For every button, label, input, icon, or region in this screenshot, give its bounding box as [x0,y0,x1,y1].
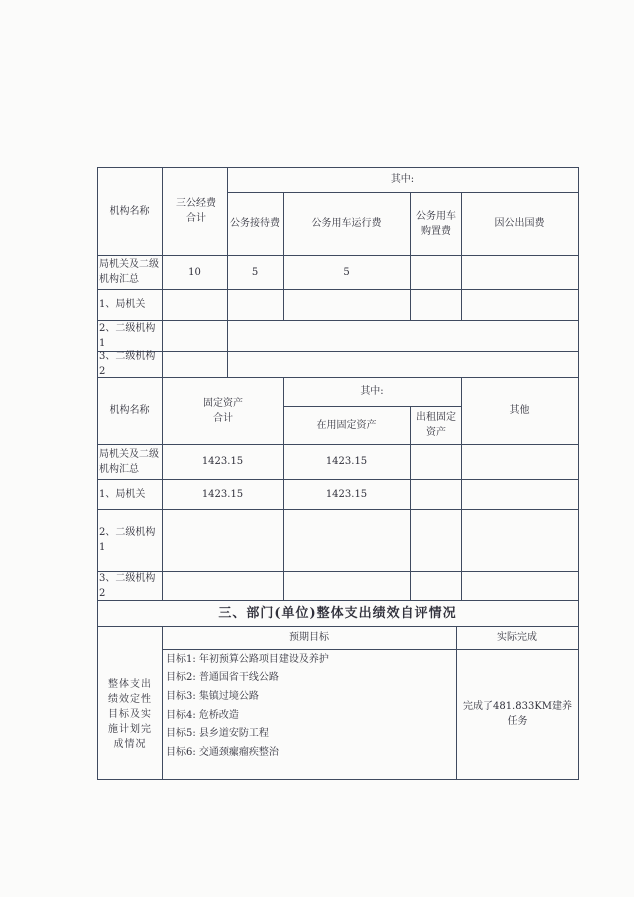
t2-row-in-use: 1423.15 [325,488,368,500]
t2-line [97,571,578,572]
t2-row-name: 局机关及二级机构汇总 [99,448,159,475]
section-heading: 三、部门(单位)整体支出绩效自评情况 [218,605,457,621]
t2-row-name: 2、二级机构1 [99,527,156,553]
t1-line [97,289,578,290]
t1-row-reception: 5 [251,266,259,278]
goal-item: 目标3: 集镇过境公路 [166,691,259,702]
t1-row-total: 10 [188,266,201,278]
t1-row-vehicle-run: 5 [343,266,350,278]
t1-header-vehicle-buy: 公务用车购置费 [416,210,456,237]
t1-header-abroad: 因公出国费 [494,218,545,229]
t1-row-name: 1、局机关 [99,299,146,310]
t1-header-vehicle-run: 公务用车运行费 [311,218,382,229]
actual-header: 实际完成 [497,632,537,643]
t2-header-name: 机构名称 [109,405,150,416]
perf-row-label: 整体支出绩效定性目标及实施计划完成情况 [108,678,152,750]
t1-line [97,320,578,321]
t2-header-total: 固定资产合计 [203,397,243,424]
frame-right [578,167,579,779]
goal-item: 目标1: 年初预算公路项目建设及养护 [166,654,329,665]
t1-row-name: 局机关及二级机构汇总 [99,259,159,285]
t2-header-group: 其中: [360,386,384,397]
expected-header: 预期目标 [289,632,329,643]
goal-item: 目标2: 普通国省干线公路 [166,672,279,683]
t2-row-name: 1、局机关 [99,488,146,500]
t1-header-name: 机构名称 [109,205,150,217]
t2-row-in-use: 1423.15 [325,456,368,467]
goal-item: 目标4: 危桥改造 [166,710,239,721]
t1-line [97,351,578,352]
t2-line [410,406,411,600]
t2-row-total: 1423.15 [201,488,244,500]
t1-header-total: 三公经费合计 [176,198,216,224]
t2-header-other: 其他 [509,405,530,416]
t1-header-reception: 公务接待费 [230,218,280,229]
t1-line [410,192,411,320]
t2-row-total: 1423.15 [201,456,244,467]
t2-header-in-use: 在用固定资产 [316,419,377,431]
t2-header-rented: 出租固定资产 [416,412,456,438]
t2-row-name: 3、二级机构2 [99,572,156,599]
goal-item: 目标6: 交通颈瘰瘤疾整治 [166,747,279,758]
actual-result: 完成了481.833KM建养任务 [462,701,573,727]
goal-item: 目标5: 县乡道安防工程 [166,728,269,739]
t1-row-name: 2、二级机构1 [99,322,156,349]
t2-line [97,509,578,510]
t1-header-group: 其中: [390,174,415,185]
t1-row-name: 3、二级机构2 [99,351,156,377]
frame-bottom [97,779,579,780]
